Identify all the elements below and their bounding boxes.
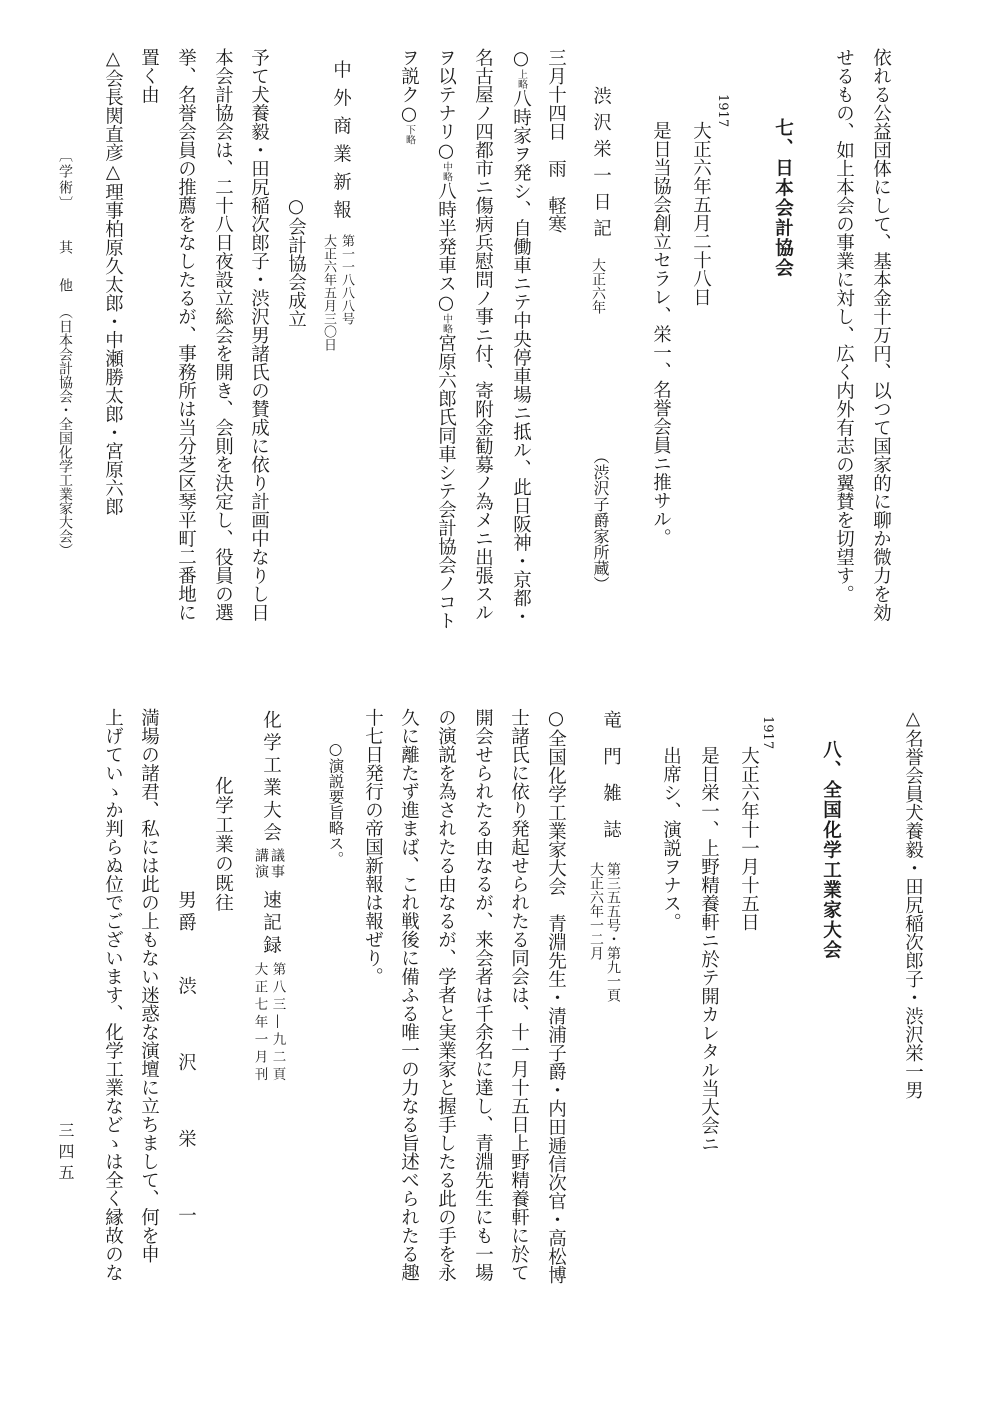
running-head-sub: 其他 [57, 240, 73, 316]
running-head-topics: （日本会計協会・全国化学工業家大会） [57, 305, 73, 557]
newspaper-line-2: 本会計協会は、二十八日夜設立総会を開き、会則を決定し、役員の選 [212, 48, 234, 622]
diary-line-1 [511, 48, 530, 626]
diary-text: 宮原六郎氏同車シテ会計協会ノコト [435, 333, 457, 630]
section-8-summary-1: 是日栄一、上野精養軒ニ於テ開カレタル当大会ニ [698, 746, 720, 1153]
ryumon-line-1: ○全国化学工業家大会 青淵先生・清浦子爵・内田逓信次官・高松博 [545, 708, 567, 1284]
speech-line-1: 満場の諸君、私には此の上もない迷惑な演壇に立ちまして、何を申 [138, 708, 160, 1263]
ryumon-line-6: 十七日発行の帝国新報は報ぜり。 [362, 708, 384, 986]
diary-entry-date: 三月十四日 雨 軽寒 [545, 48, 567, 233]
ryumon-line-3: 開会せられたる由なるが、来会者は千余名に達し、青淵先生にも一場 [472, 708, 494, 1282]
diary-line-4 [399, 48, 418, 145]
diary-text: ○ [510, 48, 532, 69]
omission-note: 中略 [440, 161, 452, 182]
section-8-date: 大正六年十一月十五日 [738, 746, 760, 931]
newspaper-line-1: 予て犬養毅・田尻稲次郎子・渋沢男諸氏の賛成に依り計画中なりし日 [248, 48, 270, 622]
section-7-date: 大正六年五月二十八日 [690, 121, 712, 306]
diary-era: 大正六年 [590, 258, 606, 314]
section-8-year: 1917 [760, 716, 775, 750]
diary-source: （渋沢子爵家所蔵） [591, 448, 610, 592]
newspaper-issue: 第一一八八八号 [339, 234, 354, 325]
speech-title: 化学工業の既往 [212, 776, 234, 913]
running-head-category: 〔学術〕 [57, 148, 73, 212]
newspaper-date: 大正六年五月三〇日 [321, 234, 336, 351]
diary-line-2 [473, 48, 492, 622]
intro-line-2: せるもの、如上本会の事業に対し、広く内外有志の翼賛を切望す。 [833, 48, 855, 603]
newspaper-officers: △会長関直彦△理事柏原久太郎・中瀬勝太郎・宮原六郎 [102, 48, 124, 516]
record-date: 大正七年一月刊 [251, 962, 268, 1085]
section-8-summary-2: 出席シ、演説ヲナス。 [660, 746, 682, 931]
section-7-summary: 是日当協会創立セラレ、栄一、名誉会員ニ推サル。 [650, 121, 672, 547]
ryumon-issue: 第三五五号・第九一頁 [605, 862, 621, 1002]
speaker-rank: 男爵 [175, 890, 197, 935]
omission-note: 上略 [515, 69, 527, 89]
omission-note: 下略 [403, 124, 415, 145]
newspaper-title: 中外商業新報 [330, 60, 352, 228]
record-title-b: 速記録 [260, 890, 282, 958]
page-number: 三四五 [56, 1122, 75, 1185]
intro-line-1: 依れる公益団体にして、基本金十万円、以つて国家的に聊か微力を効 [870, 48, 892, 622]
honorary-members: △名誉会員犬養毅・田尻稲次郎子・渋沢栄一男 [902, 708, 924, 1099]
diary-title: 渋沢栄一日記 [590, 86, 612, 245]
ryumon-note: ○演説要旨略ス。 [326, 740, 345, 867]
diary-text: 八時半発車ス○ [435, 181, 457, 314]
diary-text: ヲ説ク○ [398, 48, 420, 125]
section-7-heading: 七、日本会計協会 [772, 118, 794, 278]
ryumon-date: 大正六年一二月 [588, 862, 604, 960]
record-title-note-right: 議事 [269, 848, 285, 880]
newspaper-headline: ○会計協会成立 [285, 196, 307, 328]
ryumon-line-5: 久に離たず進まば、これ戦後に備ふる唯一の力なる旨述べられたる趣 [398, 708, 420, 1282]
omission-note: 中略 [440, 313, 452, 334]
diary-text: 八時家ヲ発シ、自働車ニテ中央停車場ニ抵ル、此日阪神・京都・ [510, 89, 532, 626]
speaker-name: 渋沢栄一 [175, 976, 197, 1282]
newspaper-line-3: 挙、名誉会員の推薦をなしたるが、事務所は当分芝区琴平町二番地に [175, 48, 197, 622]
diary-line-3 [436, 48, 455, 630]
ryumon-title: 竜門雑誌 [600, 710, 622, 856]
diary-text: 名古屋ノ四都市ニ傷病兵慰問ノ事ニ付、寄附金勧募ノ為メニ出張スル [472, 48, 494, 622]
ryumon-line-2: 士諸氏に依り発起せられたる同会は、十一月十五日上野精養軒に於て [508, 708, 530, 1282]
diary-text: ヲ以テナリ○ [435, 48, 457, 162]
section-8-heading: 八、全国化学工業家大会 [820, 740, 842, 960]
speech-line-2: 上げていゝか判らぬ位でございます、化学工業などゝは全く縁故のな [102, 708, 124, 1282]
ryumon-line-4: の演説を為されたる由なるが、学者と実業家と握手したる此の手を永 [435, 708, 457, 1282]
record-title-note-left: 講演 [253, 848, 269, 880]
record-pages: 第八三―九二頁 [269, 962, 286, 1085]
newspaper-line-4: 置く由 [138, 48, 160, 104]
section-7-year: 1917 [715, 94, 730, 128]
record-title-a: 化学工業大会 [260, 710, 282, 845]
